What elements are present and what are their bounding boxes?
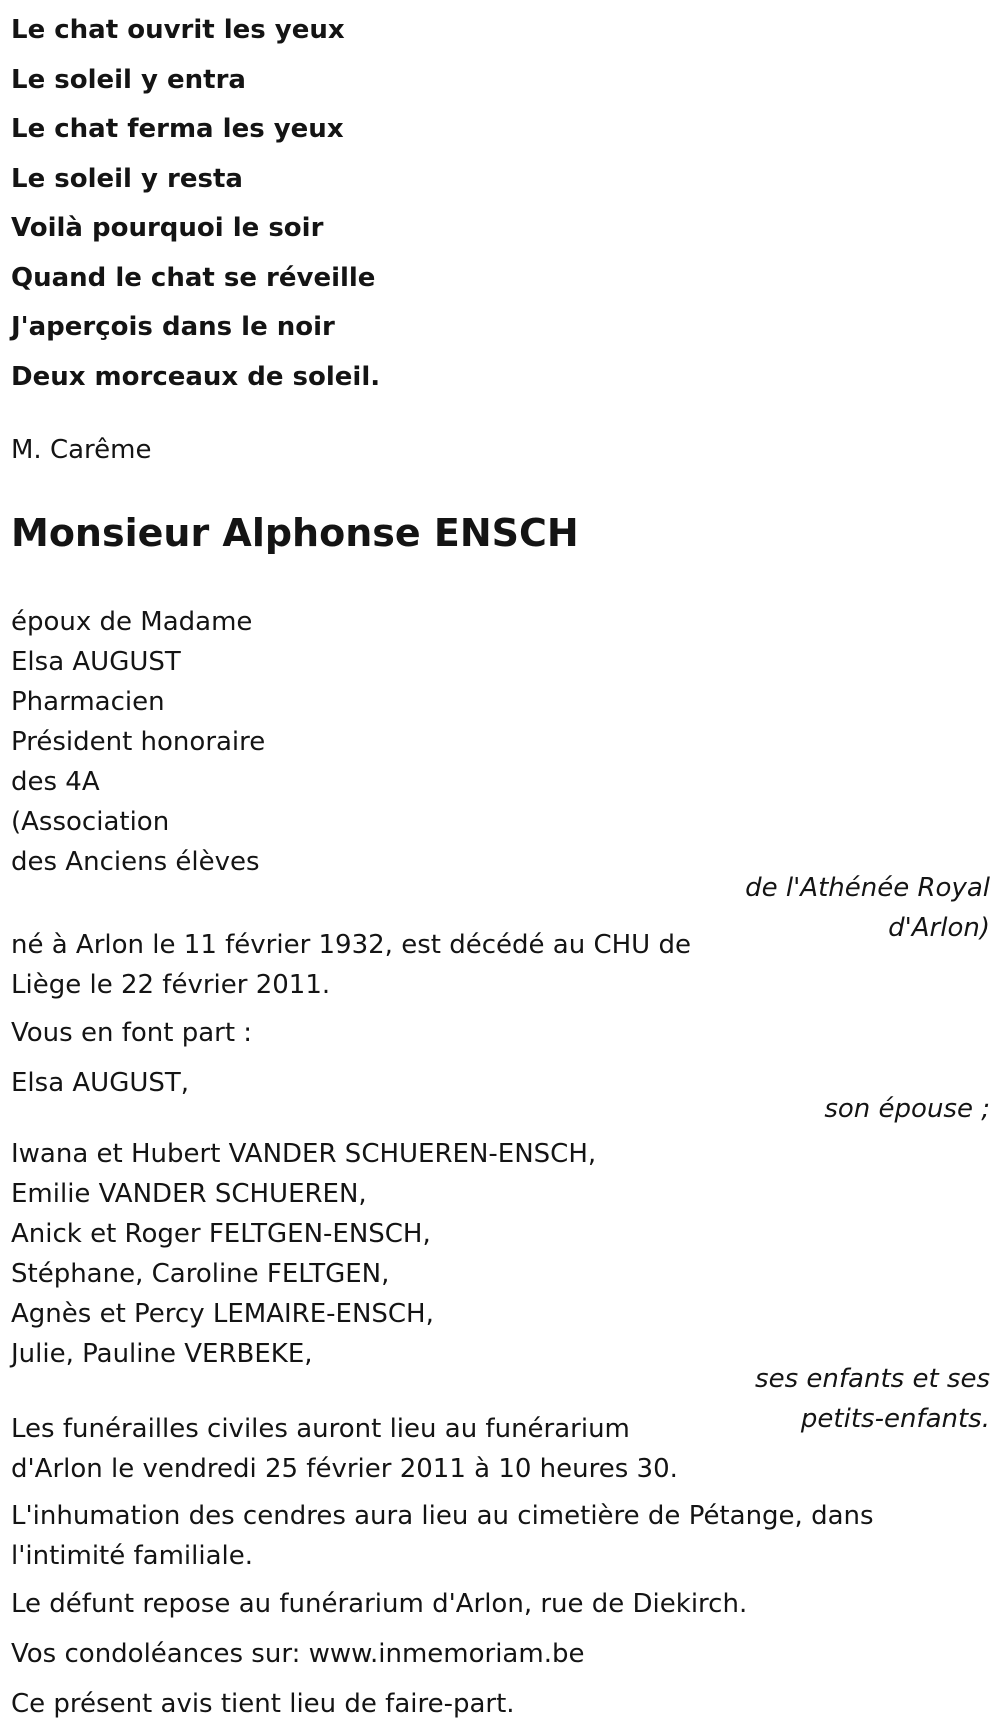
description-right	[745, 868, 990, 948]
child-entry: Agnès et Percy LEMAIRE-ENSCH,	[11, 1299, 434, 1329]
description-right-line: de l'Athénée Royal	[745, 873, 990, 903]
inhumation-line: l'intimité familiale.	[11, 1541, 253, 1571]
condolences-info: Vos condoléances sur: www.inmemoriam.be	[11, 1639, 585, 1669]
inhumation-info	[11, 1496, 874, 1576]
funeral-line: Les funérailles civiles auront lieu au funérarium	[11, 1414, 630, 1444]
poem-line: Le chat ouvrit les yeux	[11, 15, 345, 45]
description-line: des 4A	[11, 767, 100, 797]
child-entry: Julie, Pauline VERBEKE,	[11, 1339, 313, 1369]
poem-line: J'aperçois dans le noir	[11, 312, 335, 342]
children-list	[11, 1134, 596, 1374]
description-line: des Anciens élèves	[11, 847, 260, 877]
poem-line: Deux morceaux de soleil.	[11, 361, 381, 392]
deceased-name: Monsieur Alphonse ENSCH	[11, 511, 579, 555]
poem-author: M. Carême	[11, 435, 152, 465]
child-entry: Anick et Roger FELTGEN-ENSCH,	[11, 1219, 431, 1249]
birth-death	[11, 925, 691, 1005]
description-line: Président honoraire	[11, 727, 266, 757]
spouse: Elsa AUGUST,	[11, 1068, 190, 1098]
poem-line: Le chat ferma les yeux	[11, 114, 344, 144]
poem	[11, 6, 380, 402]
description-line: Elsa AUGUST	[11, 647, 181, 677]
children-role-line: petits-enfants.	[800, 1404, 990, 1434]
poem-line: Le soleil y resta	[11, 163, 243, 194]
birth-death-line: né à Arlon le 11 février 1932, est décédé au CHU de	[11, 930, 691, 960]
spouse-role: son épouse ;	[824, 1094, 990, 1124]
funeral-info	[11, 1409, 678, 1489]
announcement-intro: Vous en font part :	[11, 1018, 253, 1048]
child-entry: Iwana et Hubert VANDER SCHUEREN-ENSCH,	[11, 1139, 597, 1169]
deceased-description	[11, 602, 265, 882]
poem-line: Le soleil y entra	[11, 64, 246, 95]
poem-line: Quand le chat se réveille	[11, 262, 376, 293]
child-entry: Emilie VANDER SCHUEREN,	[11, 1179, 367, 1209]
inhumation-line: L'inhumation des cendres aura lieu au cimetière de Pétange, dans	[11, 1501, 874, 1531]
child-entry: Stéphane, Caroline FELTGEN,	[11, 1259, 390, 1289]
description-line: époux de Madame	[11, 607, 253, 637]
children-role-line: ses enfants et ses	[755, 1364, 990, 1394]
birth-death-line: Liège le 22 février 2011.	[11, 970, 331, 1000]
description-line: Pharmacien	[11, 687, 165, 717]
description-right-line: d'Arlon)	[888, 913, 990, 943]
rest-info: Le défunt repose au funérarium d'Arlon, rue de Diekirch.	[11, 1589, 748, 1619]
funeral-line: d'Arlon le vendredi 25 février 2011 à 10 heures 30.	[11, 1454, 678, 1484]
children-role	[755, 1359, 990, 1439]
description-line: (Association	[11, 807, 170, 837]
notice-info: Ce présent avis tient lieu de faire-part.	[11, 1689, 515, 1719]
poem-line: Voilà pourquoi le soir	[11, 213, 324, 243]
